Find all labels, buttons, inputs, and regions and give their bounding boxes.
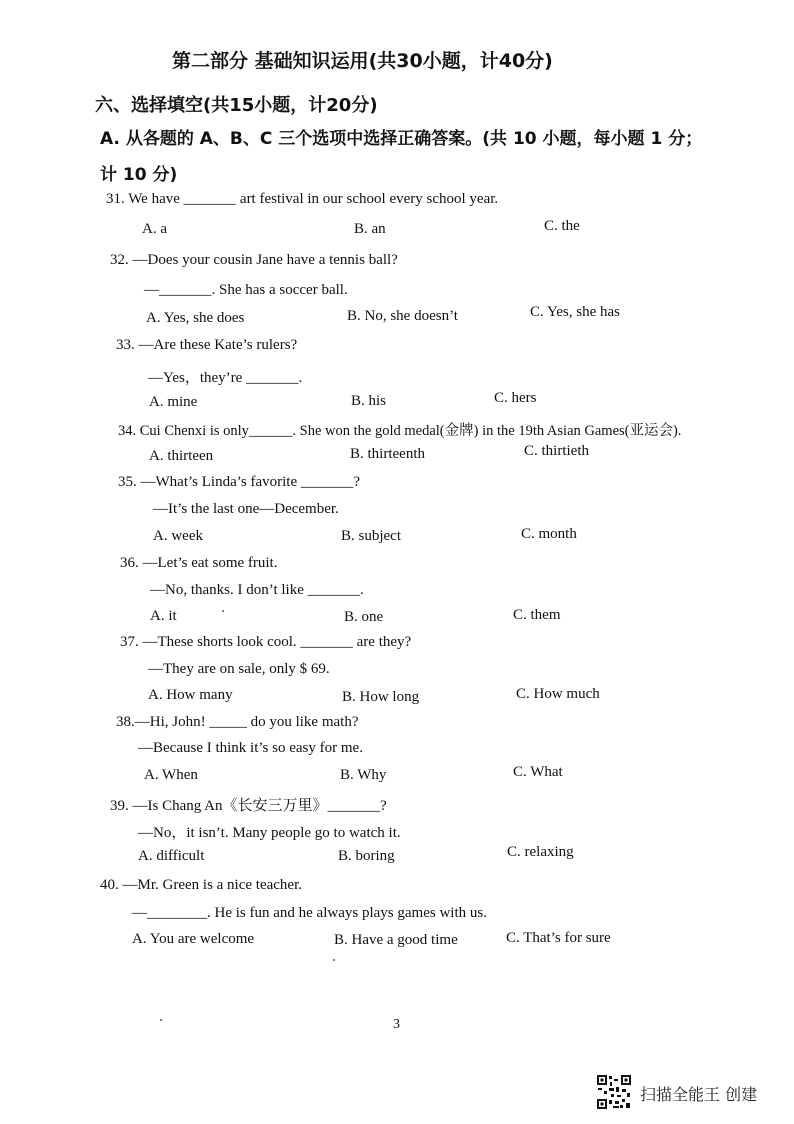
scanner-watermark: 扫描全能王 创建 [640, 1085, 758, 1104]
question-40-stem: 40. —Mr. Green is a nice teacher. [100, 877, 303, 893]
question-40-option-a: A. You are welcome [132, 931, 255, 947]
question-35-option-b: B. subject [341, 528, 401, 544]
question-37-option-b: B. How long [342, 689, 420, 705]
question-39-stem: 39. —Is Chang An《长安三万里》_______? [110, 798, 387, 814]
question-35-reply: —It’s the last one—December. [153, 501, 339, 517]
question-39-option-c: C. relaxing [507, 844, 574, 860]
instructions-line-1: A. 从各题的 A、B、C 三个选项中选择正确答案。(共 10 小题，每小题 1 分； [100, 129, 703, 149]
question-32-option-b: B. No, she doesn’t [347, 308, 458, 324]
question-31-option-b: B. an [354, 221, 386, 237]
question-37-option-a: A. How many [148, 687, 233, 703]
question-38-reply: —Because I think it’s so easy for me. [138, 740, 363, 756]
question-33-reply: —Yes，they’re _______. [148, 370, 303, 386]
question-40-option-b: B. Have a good time [334, 932, 458, 948]
question-31-option-a: A. a [142, 221, 167, 237]
question-39-reply: —No，it isn’t. Many people go to watch it. [138, 825, 401, 841]
question-39-option-b: B. boring [338, 848, 395, 864]
section-title: 六、选择填空(共15小题，计20分) [95, 95, 378, 116]
question-33-option-b: B. his [351, 393, 387, 409]
question-33-option-a: A. mine [149, 394, 198, 410]
question-38-stem: 38.—Hi, John! _____ do you like math? [116, 714, 359, 730]
question-34-option-c: C. thirtieth [524, 443, 589, 459]
question-37-reply: —They are on sale, only $ 69. [148, 661, 330, 677]
question-31-option-c: C. the [544, 218, 580, 234]
question-39-option-a: A. difficult [138, 848, 205, 864]
question-38-option-c: C. What [513, 764, 563, 780]
question-36-option-a: A. it [150, 608, 177, 624]
question-34-option-a: A. thirteen [149, 448, 214, 464]
question-34-stem: 34. Cui Chenxi is only______. She won the gold medal(金牌) in the 19th Asian Games(亚运会). [118, 423, 682, 439]
question-32-reply: —_______. She has a soccer ball. [144, 282, 348, 298]
question-40-option-c: C. That’s for sure [506, 930, 611, 946]
scan-speck [222, 610, 224, 612]
question-33-stem: 33. —Are these Kate’s rulers? [116, 337, 298, 353]
question-36-option-b: B. one [344, 609, 384, 625]
question-35-stem: 35. —What’s Linda’s favorite _______? [118, 474, 361, 490]
question-36-stem: 36. —Let’s eat some fruit. [120, 555, 278, 571]
question-35-option-c: C. month [521, 526, 577, 542]
question-32-option-c: C. Yes, she has [530, 304, 621, 320]
question-38-option-b: B. Why [340, 767, 387, 783]
qr-code-icon [596, 1074, 632, 1110]
question-37-option-c: C. How much [516, 686, 600, 702]
question-35-option-a: A. week [153, 528, 203, 544]
question-36-reply: —No, thanks. I don’t like _______. [150, 582, 364, 598]
instructions-line-2: 计 10 分) [100, 165, 178, 185]
question-40-reply: —________. He is fun and he always plays games with us. [132, 905, 487, 921]
scan-speck [160, 1019, 162, 1021]
page-number: 3 [393, 1017, 400, 1032]
question-34-option-b: B. thirteenth [350, 446, 425, 462]
question-33-option-c: C. hers [494, 390, 537, 406]
question-37-stem: 37. —These shorts look cool. _______ are they? [120, 634, 412, 650]
scan-speck [333, 959, 335, 961]
question-31-stem: 31. We have _______ art festival in our school every school year. [106, 191, 499, 207]
part-title: 第二部分 基础知识运用(共30小题，计40分) [172, 50, 553, 72]
question-38-option-a: A. When [144, 767, 198, 783]
question-36-option-c: C. them [513, 607, 561, 623]
question-32-stem: 32. —Does your cousin Jane have a tennis ball? [110, 252, 398, 268]
question-32-option-a: A. Yes, she does [146, 310, 245, 326]
